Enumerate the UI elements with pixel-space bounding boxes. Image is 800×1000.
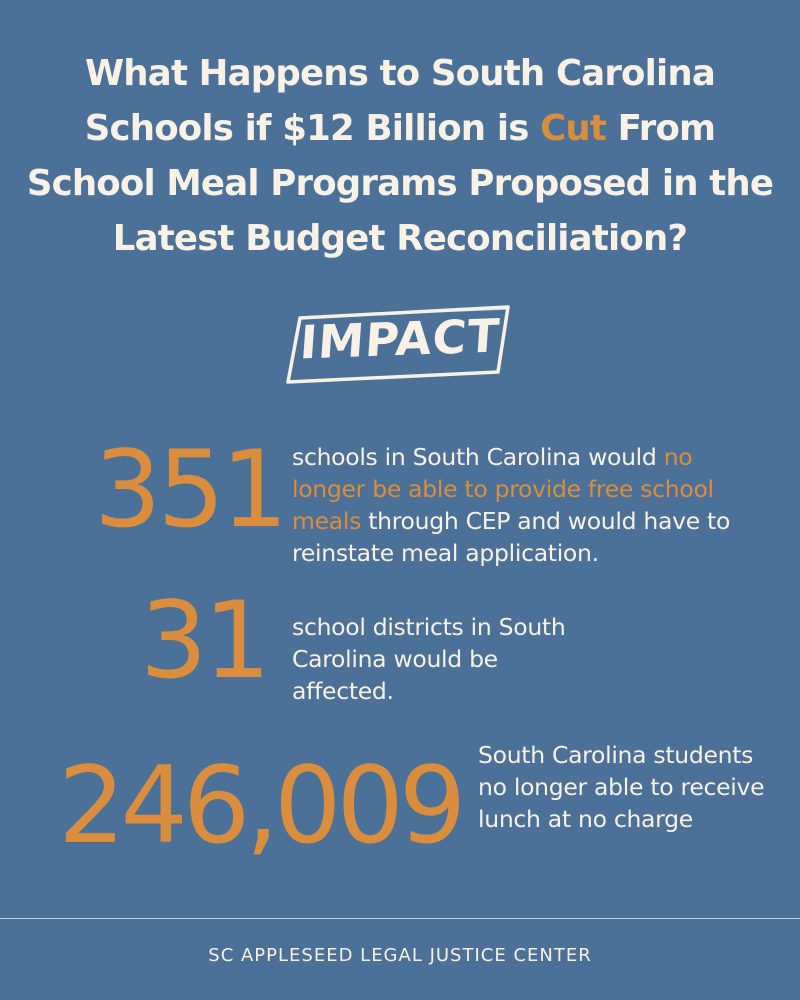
title-highlight: Cut — [540, 108, 607, 149]
impact-label: IMPACT — [298, 308, 502, 370]
stat-schools-desc-highlight: no longer be able to provide free school meals — [292, 443, 714, 535]
impact-badge — [282, 302, 518, 386]
footer-divider — [0, 918, 800, 919]
stat-schools-desc-end: through CEP and would have to reinstate meal application. — [292, 507, 731, 567]
title-part-2: From School Meal Programs Proposed in the Latest Budget Reconciliation? — [26, 108, 774, 259]
stat-students-description: South Carolina students no longer able to receive lunch at no charge — [478, 741, 765, 833]
stat-schools-number: 351 — [94, 428, 285, 551]
stat-students-number: 246,009 — [58, 744, 462, 867]
title-part-1: What Happens to South Carolina Schools if $12 Billion is — [84, 53, 716, 149]
stat-schools-description — [292, 441, 772, 569]
stat-districts-description: school districts in South Carolina would be affected. — [292, 613, 566, 705]
stat-districts-number: 31 — [140, 579, 267, 702]
footer-organization: SC APPLESEED LEGAL JUSTICE CENTER — [208, 945, 592, 966]
page-title — [20, 46, 780, 266]
stat-schools-desc-start: schools in South Carolina would — [292, 443, 664, 471]
